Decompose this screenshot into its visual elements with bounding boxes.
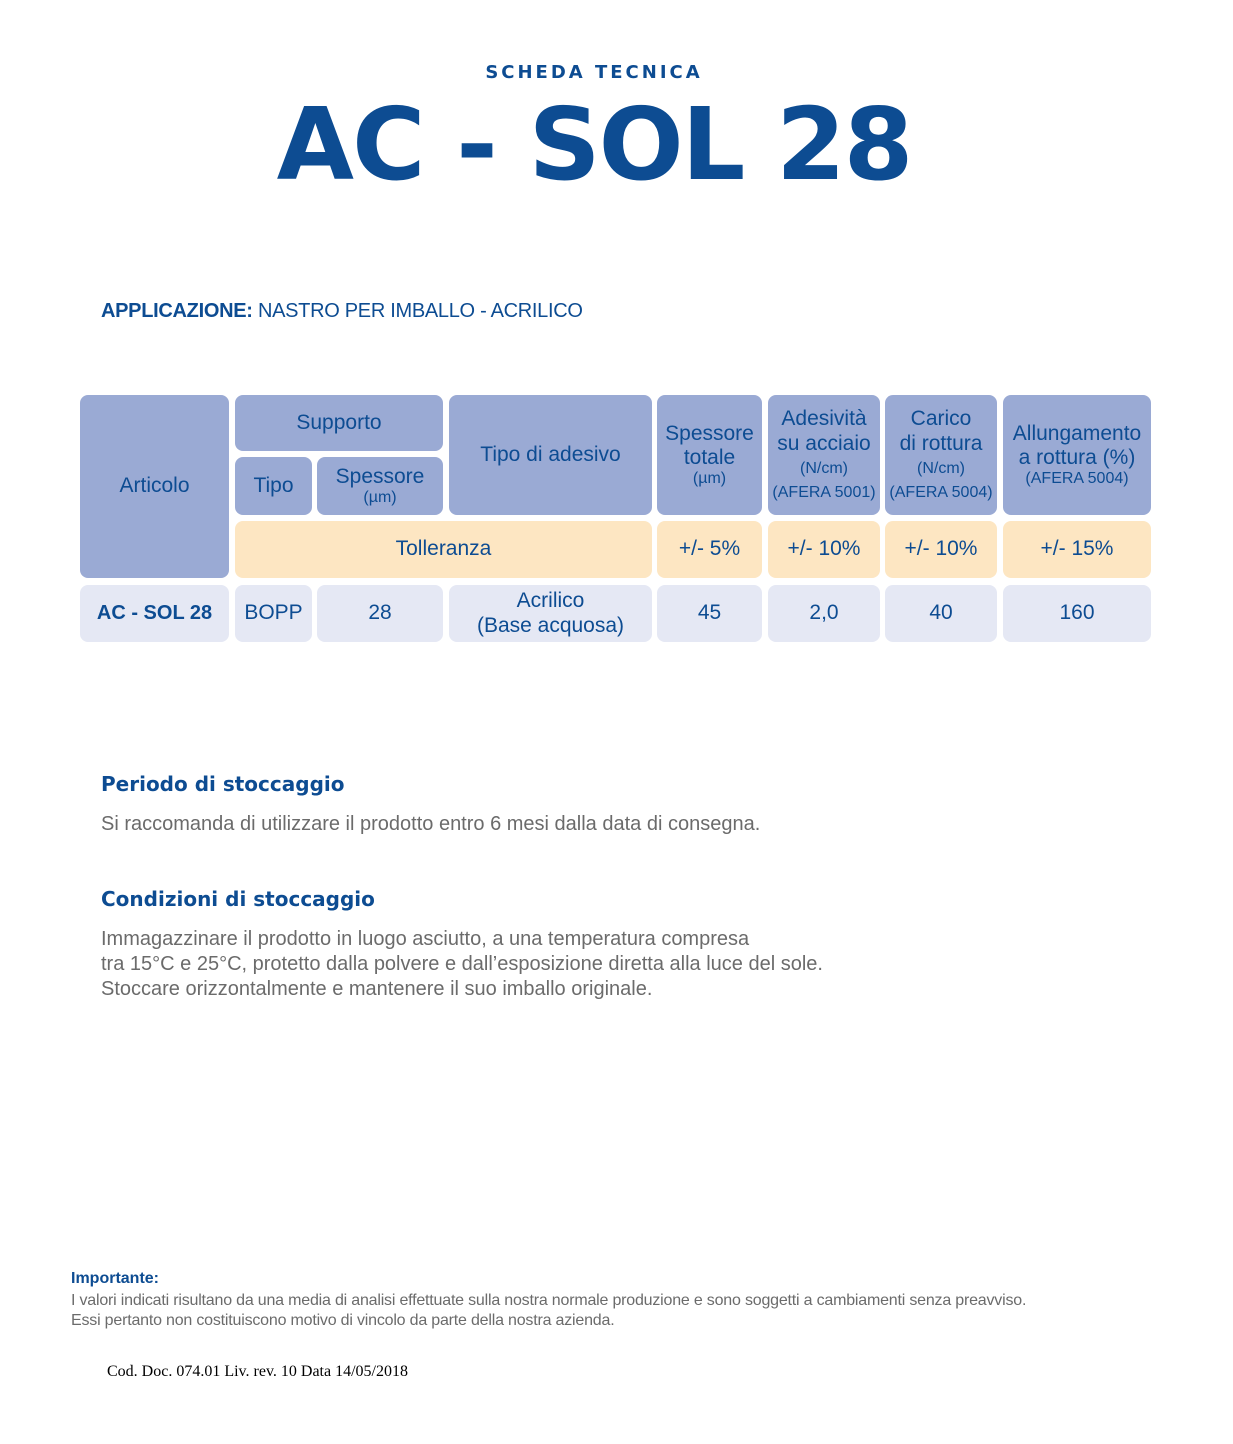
storage-conditions-text <box>101 927 823 1002</box>
header-articolo <box>80 395 229 578</box>
tol-spessore-value: +/- 5% <box>678 537 741 561</box>
row-spessore-totale <box>657 585 762 642</box>
row-adesivita-value: 2,0 <box>809 601 839 625</box>
document-code: Cod. Doc. 074.01 Liv. rev. 10 Data 14/05/2018 <box>107 1363 408 1380</box>
header-tipo-adesivo-label: Tipo di adesivo <box>480 442 621 466</box>
storage-period-text: Si raccomanda di utilizzare il prodotto entro 6 mesi dalla data di consegna. <box>101 813 761 835</box>
header-spessore-totale-line1: Spessore <box>665 421 754 445</box>
header-spessore-unit: (µm) <box>363 488 397 506</box>
application-line <box>101 300 583 323</box>
header-supporto-label: Supporto <box>296 410 382 434</box>
row-carico <box>885 585 997 642</box>
row-adesivo-line1: Acrilico <box>516 589 585 613</box>
storage-conditions-line1: Immagazzinare il prodotto in luogo asciutto, a una temperatura compresa <box>101 928 750 950</box>
header-carico-standard: (AFERA 5004) <box>889 484 993 502</box>
row-adesivo <box>449 585 652 642</box>
header-adesivita <box>768 395 880 515</box>
header-carico-unit: (N/cm) <box>917 459 965 477</box>
tolleranza-label: Tolleranza <box>395 537 492 561</box>
row-tipo-value: BOPP <box>244 601 303 625</box>
row-carico-value: 40 <box>929 601 953 625</box>
header-supporto <box>235 395 443 451</box>
header-articolo-label: Articolo <box>119 474 190 498</box>
header-tipo-label: Tipo <box>253 473 294 497</box>
header-carico <box>885 395 997 515</box>
header-allungamento-standard: (AFERA 5004) <box>1025 469 1129 487</box>
header-spessore-totale-line2: totale <box>683 445 736 469</box>
tol-carico <box>885 521 997 578</box>
tol-allungamento-value: +/- 15% <box>1040 537 1114 561</box>
header-spessore <box>317 457 443 515</box>
row-adesivo-line2: (Base acquosa) <box>476 613 625 637</box>
storage-conditions-heading: Condizioni di stoccaggio <box>101 887 375 911</box>
document-kicker: SCHEDA TECNICA <box>485 62 703 83</box>
tol-adesivita-value: +/- 10% <box>787 537 861 561</box>
header-spessore-label: Spessore <box>335 464 425 488</box>
row-spessore <box>317 585 443 642</box>
header-allungamento-line2: a rottura (%) <box>1018 445 1136 469</box>
header-adesivita-line1: Adesività <box>781 407 867 431</box>
header-spessore-totale-unit: (µm) <box>692 469 727 487</box>
row-articolo-value: AC - SOL 28 <box>96 602 213 624</box>
row-spessore-value: 28 <box>368 601 392 625</box>
tol-spessore <box>657 521 762 578</box>
row-spessore-totale-value: 45 <box>697 601 722 625</box>
row-allungamento <box>1003 585 1151 642</box>
tol-carico-value: +/- 10% <box>904 537 978 561</box>
header-adesivita-standard: (AFERA 5001) <box>772 484 876 502</box>
header-tipo-adesivo <box>449 395 652 515</box>
header-allungamento <box>1003 395 1151 515</box>
header-adesivita-unit: (N/cm) <box>800 459 848 477</box>
tol-adesivita <box>768 521 880 578</box>
application-value: NASTRO PER IMBALLO - ACRILICO <box>257 300 583 322</box>
storage-conditions-line2: tra 15°C e 25°C, protetto dalla polvere e dall’esposizione diretta alla luce del sole. <box>101 953 823 975</box>
row-tipo <box>235 585 312 642</box>
header-allungamento-line1: Allungamento <box>1012 421 1142 445</box>
storage-period-heading: Periodo di stoccaggio <box>101 772 345 796</box>
row-articolo <box>80 585 229 642</box>
important-heading: Importante: <box>71 1270 159 1287</box>
important-line1: I valori indicati risultano da una media di analisi effettuate sulla nostra normale produzione e sono soggetti a cambiamenti senza preavviso. <box>71 1292 1027 1309</box>
important-line2: Essi pertanto non costituiscono motivo di vincolo da parte della nostra azienda. <box>71 1312 615 1329</box>
header-carico-line1: Carico <box>910 407 972 431</box>
header-adesivita-line2: su acciaio <box>777 431 871 455</box>
header-spessore-totale <box>657 395 762 515</box>
storage-conditions-line3: Stoccare orizzontalmente e mantenere il suo imballo originale. <box>101 978 653 1000</box>
product-title: AC - SOL 28 <box>276 86 912 203</box>
important-text <box>71 1291 1026 1331</box>
header-carico-line2: di rottura <box>899 431 983 455</box>
header-tipo <box>235 457 312 515</box>
row-adesivita <box>768 585 880 642</box>
application-label: APPLICAZIONE: <box>101 300 253 322</box>
tol-allungamento <box>1003 521 1151 578</box>
tolleranza-cell <box>235 521 652 578</box>
row-allungamento-value: 160 <box>1059 601 1095 625</box>
